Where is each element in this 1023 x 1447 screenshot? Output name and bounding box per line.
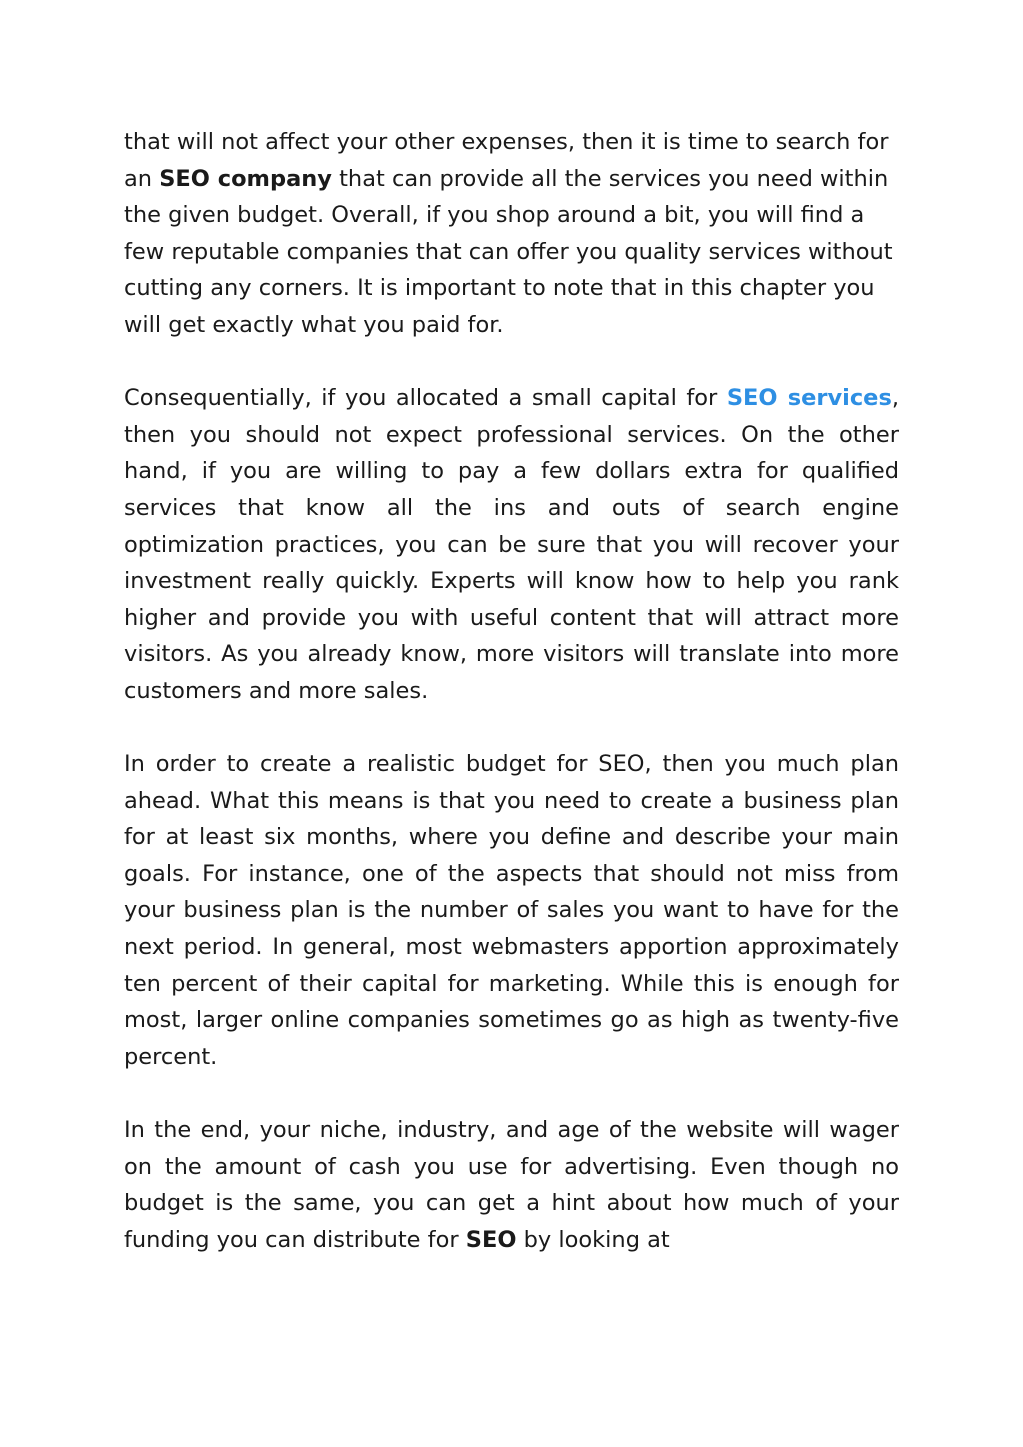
paragraph-2-text-a: Consequentially, if you allocated a small capital for — [124, 385, 727, 412]
document-page — [124, 124, 899, 1258]
seo-services-link[interactable]: SEO services — [726, 385, 892, 412]
paragraph-1-text-b: for an — [124, 129, 889, 192]
paragraph-2-text-b: , then you should not expect professional services. On the other hand, if you are willing to pay a few dollars extra for qualified services that know all the ins and outs of search engine optimization practices, you can be sure that you will recover your investment really quickly. Experts will know how to help you rank higher and provide you with useful content that will attract more visitors. As you already know, more visitors will translate into more customers and more sales. — [124, 385, 899, 704]
seo-bold: SEO — [465, 1226, 517, 1253]
paragraph-4 — [124, 1112, 899, 1258]
paragraph-4-text-a: In the end, your niche, industry, and age of the website will wager on the amount of cash you use for advertising. Even though no budget is the same, you can get a hint about how much of your funding you can distribute for — [124, 1117, 899, 1253]
paragraph-1-text-c: that can provide all the services you need within the given budget. Overall, if you shop around a bit, you will find a few reputable companies that can offer you quality services without cutting any corners. It is important to note that in this chapter you will get exactly what you paid for. — [124, 165, 893, 338]
paragraph-2 — [124, 380, 899, 709]
paragraph-1-text-a: that will not affect your other expenses, then it is time to search — [124, 129, 851, 155]
paragraph-4-text-b: by looking at — [516, 1226, 670, 1253]
paragraph-1 — [124, 124, 899, 344]
seo-company-bold: SEO company — [159, 165, 332, 192]
paragraph-3: In order to create a realistic budget for SEO, then you much plan ahead. What this means is that you need to create a business plan for at least six months, where you define and describe your main goals. For instance, one of the aspects that should not miss from your business plan is the number of sales you want to have for the next period. In general, most webmasters apportion approximately ten percent of their capital for marketing. While this is enough for most, larger online companies sometimes go as high as twenty-five percent. — [124, 751, 899, 1070]
